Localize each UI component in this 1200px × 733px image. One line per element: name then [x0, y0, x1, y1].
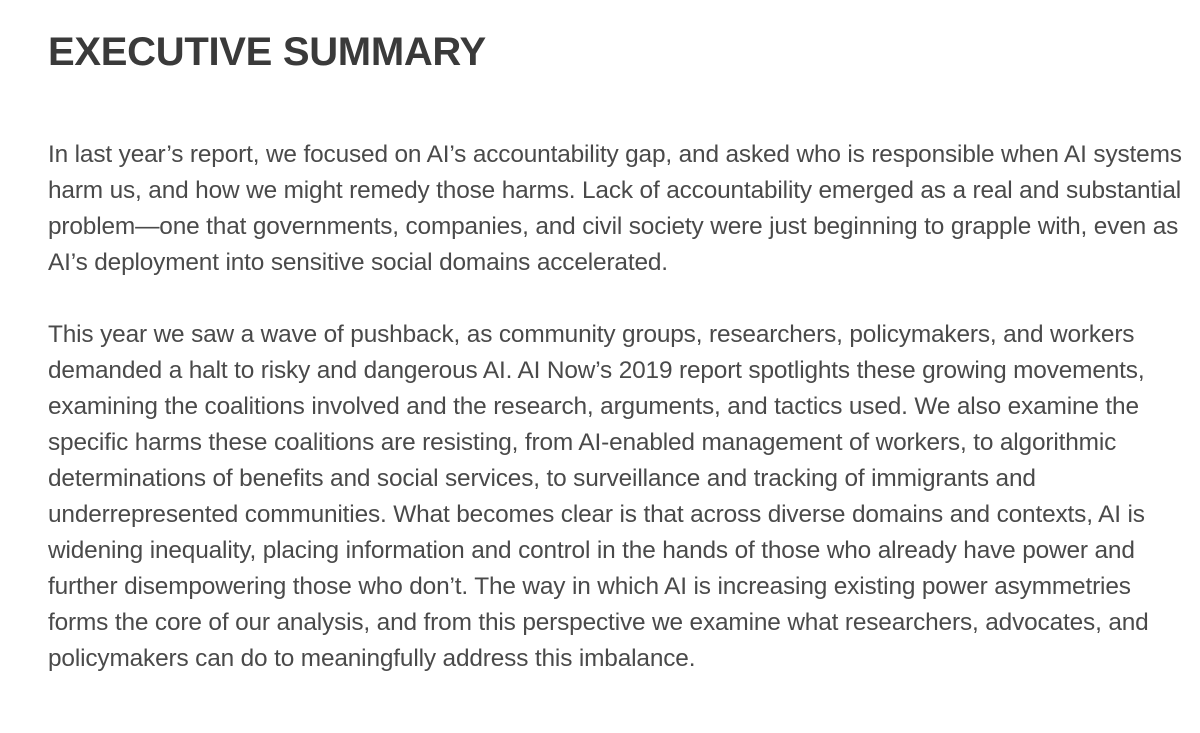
- document-page: [48, 0, 1188, 677]
- paragraph-pushback: This year we saw a wave of pushback, as community groups, researchers, policymakers, and workers demanded a halt to risky and dangerous AI. AI Now’s 2019 report spotlights these growing movements, examining the coalitions involved and the research, arguments, and tactics used. We also examine the specific harms these coalitions are resisting, from AI-enabled management of workers, to algorithmic determinations of benefits and social services, to surveillance and tracking of immigrants and underrepresented communities. What becomes clear is that across diverse domains and contexts, AI is widening inequality, placing information and control in the hands of those who already have power and further disempowering those who don’t. The way in which AI is increasing existing power asymmetries forms the core of our analysis, and from this perspective we examine what researchers, advocates, and policymakers can do to meaningfully address this imbalance.: [48, 321, 1149, 672]
- paragraph-accountability-gap: In last year’s report, we focused on AI’s accountability gap, and asked who is responsible when AI systems harm us, and how we might remedy those harms. Lack of accountability emerged as a real and substantial problem—one that governments, companies, and civil society were just beginning to grapple with, even as AI’s deployment into sensitive social domains accelerated.: [48, 141, 1182, 276]
- section-heading: EXECUTIVE SUMMARY: [48, 30, 486, 74]
